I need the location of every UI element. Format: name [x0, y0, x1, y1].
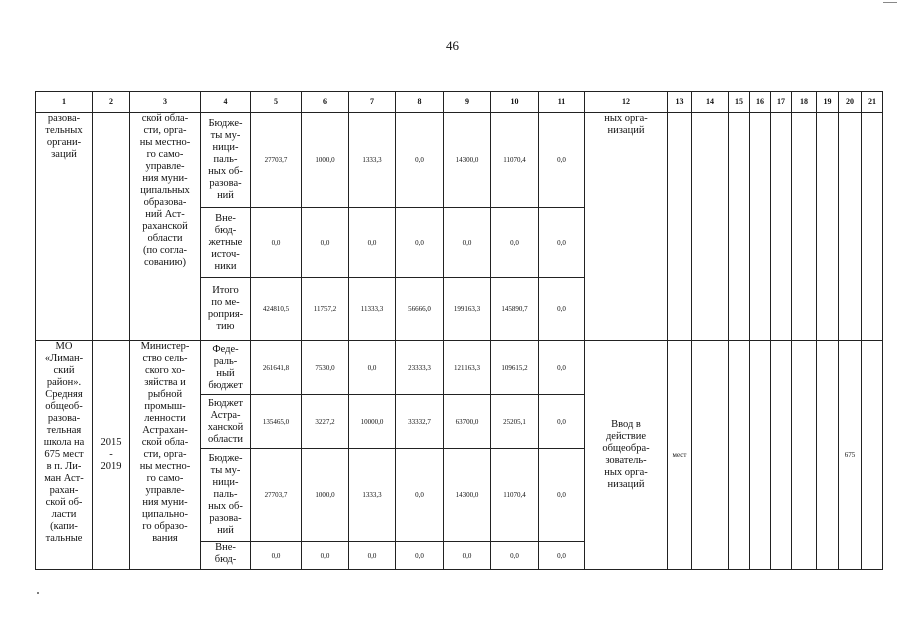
value-cell: 11757,2: [302, 278, 349, 341]
value-cell: 0,0: [396, 542, 444, 570]
result-cell: Ввод в действие общеобра- зователь- ных орга- низаций: [585, 341, 668, 570]
empty-cell: [692, 341, 729, 570]
page-number: 46: [446, 38, 459, 53]
value-cell: 1333,3: [349, 449, 396, 542]
executor-cell: Министер- ство сель- ского хо- зяйства и рыбной промыш- ленности Астрахан- ской обла- сти, орга- ны местно- го само- управле- ния муни- ципально- го образо- вания: [130, 341, 201, 570]
value-cell: 0,0: [302, 542, 349, 570]
value-cell: 1000,0: [302, 113, 349, 208]
header-cell: 12: [585, 92, 668, 113]
header-cell: 21: [862, 92, 883, 113]
empty-cell: [771, 341, 792, 570]
value-cell: 0,0: [349, 208, 396, 278]
empty-cell: [729, 341, 750, 570]
header-cell: 9: [444, 92, 491, 113]
empty-cell: [771, 113, 792, 341]
table-row: [36, 113, 883, 208]
header-cell: 4: [201, 92, 251, 113]
empty-cell: [817, 113, 839, 341]
result-cell: ных орга- низаций: [585, 113, 668, 341]
value-cell: 56666,0: [396, 278, 444, 341]
unit-cell: [668, 113, 692, 341]
value-cell: 0,0: [491, 208, 539, 278]
value-cell: 33332,7: [396, 395, 444, 449]
value-cell: 0,0: [444, 542, 491, 570]
value-cell: 0,0: [302, 208, 349, 278]
value-cell: 0,0: [349, 542, 396, 570]
value-cell: 0,0: [539, 341, 585, 395]
value-cell: 11333,3: [349, 278, 396, 341]
header-cell: 10: [491, 92, 539, 113]
value-cell: 0,0: [444, 208, 491, 278]
value-cell: 121163,3: [444, 341, 491, 395]
value-cell: 11070,4: [491, 113, 539, 208]
value-cell: 0,0: [539, 278, 585, 341]
target-value-cell: 675: [839, 341, 862, 570]
header-cell: 14: [692, 92, 729, 113]
value-cell: 27703,7: [251, 113, 302, 208]
corner-mark: [883, 2, 897, 3]
value-cell: 135465,0: [251, 395, 302, 449]
value-cell: 3227,2: [302, 395, 349, 449]
header-cell: 17: [771, 92, 792, 113]
empty-cell: [792, 113, 817, 341]
value-cell: 27703,7: [251, 449, 302, 542]
header-cell: 16: [750, 92, 771, 113]
program-table: [35, 91, 883, 570]
value-cell: 0,0: [539, 542, 585, 570]
funding-source-cell: Бюджет Астра- ханской области: [201, 395, 251, 449]
value-cell: 199163,3: [444, 278, 491, 341]
header-cell: 8: [396, 92, 444, 113]
value-cell: 23333,3: [396, 341, 444, 395]
value-cell: 0,0: [539, 449, 585, 542]
header-cell: 6: [302, 92, 349, 113]
value-cell: 25205,1: [491, 395, 539, 449]
header-cell: 3: [130, 92, 201, 113]
unit-cell: мест: [668, 341, 692, 570]
header-cell: 1: [36, 92, 93, 113]
event-name-cell: разова- тельных органи- заций: [36, 113, 93, 341]
value-cell: 11070,4: [491, 449, 539, 542]
value-cell: 0,0: [396, 113, 444, 208]
value-cell: 0,0: [251, 542, 302, 570]
value-cell: 0,0: [539, 395, 585, 449]
value-cell: 0,0: [539, 208, 585, 278]
empty-cell: [792, 341, 817, 570]
value-cell: 1333,3: [349, 113, 396, 208]
funding-source-cell: Феде- раль- ный бюджет: [201, 341, 251, 395]
empty-cell: [839, 113, 862, 341]
value-cell: 424810,5: [251, 278, 302, 341]
empty-cell: [692, 113, 729, 341]
value-cell: 109615,2: [491, 341, 539, 395]
empty-cell: [862, 113, 883, 341]
header-cell: 5: [251, 92, 302, 113]
header-cell: 15: [729, 92, 750, 113]
value-cell: 1000,0: [302, 449, 349, 542]
value-cell: 0,0: [396, 449, 444, 542]
value-cell: 63700,0: [444, 395, 491, 449]
funding-source-cell: Итого по ме- роприя- тию: [201, 278, 251, 341]
event-name-cell: МО «Лиман- ский район». Средняя общеоб- разова- тельная школа на 675 мест в п. Ли- ман Аст- рахан- ской об- ласти (капи- тальные: [36, 341, 93, 570]
empty-cell: [817, 341, 839, 570]
header-cell: 20: [839, 92, 862, 113]
value-cell: 0,0: [491, 542, 539, 570]
value-cell: 261641,8: [251, 341, 302, 395]
funding-source-cell: Вне- бюд- жетные источ- ники: [201, 208, 251, 278]
value-cell: 7530,0: [302, 341, 349, 395]
executor-cell: ской обла- сти, орга- ны местно- го само- управле- ния муни- ципальных образова- ний Аст- раханской области (по согла- сованию): [130, 113, 201, 341]
table-header-row: [36, 92, 883, 113]
empty-cell: [862, 341, 883, 570]
header-cell: 7: [349, 92, 396, 113]
funding-source-cell: Бюдже- ты му- ници- паль- ных об- разова- ний: [201, 449, 251, 542]
value-cell: 145890,7: [491, 278, 539, 341]
value-cell: 10000,0: [349, 395, 396, 449]
value-cell: 0,0: [539, 113, 585, 208]
header-cell: 18: [792, 92, 817, 113]
value-cell: 0,0: [349, 341, 396, 395]
value-cell: 14300,0: [444, 113, 491, 208]
funding-source-cell: Вне- бюд-: [201, 542, 251, 570]
empty-cell: [729, 113, 750, 341]
scan-dot: [37, 592, 39, 594]
value-cell: 14300,0: [444, 449, 491, 542]
header-cell: 13: [668, 92, 692, 113]
value-cell: 0,0: [251, 208, 302, 278]
funding-source-cell: Бюдже- ты му- ници- паль- ных об- разова- ний: [201, 113, 251, 208]
header-cell: 11: [539, 92, 585, 113]
empty-cell: [750, 113, 771, 341]
empty-cell: [750, 341, 771, 570]
header-cell: 19: [817, 92, 839, 113]
header-cell: 2: [93, 92, 130, 113]
period-cell: 2015 - 2019: [93, 341, 130, 570]
period-cell: [93, 113, 130, 341]
value-cell: 0,0: [396, 208, 444, 278]
table-row: [36, 341, 883, 395]
